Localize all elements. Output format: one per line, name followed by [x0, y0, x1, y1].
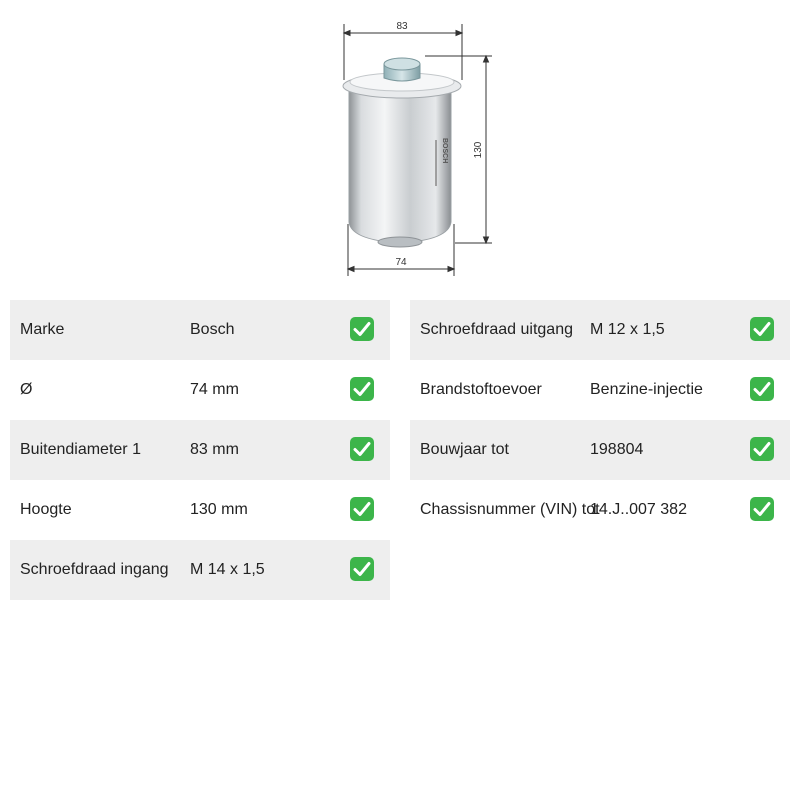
check-icon	[350, 497, 374, 521]
check-icon	[350, 557, 374, 581]
fuel-filter-drawing	[330, 10, 510, 280]
spec-label: Brandstoftoevoer	[420, 381, 542, 398]
spec-row-thread-outlet	[410, 300, 790, 360]
spec-row-fuel-supply	[410, 360, 790, 420]
spec-value: Bosch	[190, 321, 235, 338]
dimension-side-label: 130	[473, 141, 484, 159]
spec-value: 130 mm	[190, 501, 248, 518]
spec-row-outer-diameter	[10, 420, 390, 480]
spec-label: Hoogte	[20, 501, 72, 518]
check-icon	[750, 377, 774, 401]
brand-mark: BOSCH	[441, 138, 448, 164]
dimension-top-label: 83	[396, 21, 408, 32]
spec-value: M 12 x 1,5	[590, 321, 665, 338]
check-icon	[350, 317, 374, 341]
spec-label: Marke	[20, 321, 65, 338]
spec-label: Chassisnummer (VIN) tot	[420, 501, 600, 518]
spec-value: 198804	[590, 441, 644, 458]
spec-label: Buitendiameter 1	[20, 441, 141, 458]
spec-value: 14.J..007 382	[590, 501, 687, 518]
spec-value: 74 mm	[190, 381, 239, 398]
spec-row-year-to	[410, 420, 790, 480]
check-icon	[750, 437, 774, 461]
spec-row-marke	[10, 300, 390, 360]
check-icon	[350, 377, 374, 401]
spec-row-diameter	[10, 360, 390, 420]
spec-value: M 14 x 1,5	[190, 561, 265, 578]
spec-value: Benzine-injectie	[590, 381, 703, 398]
spec-table-left	[10, 300, 390, 600]
spec-row-vin-to	[410, 480, 790, 540]
check-icon	[350, 437, 374, 461]
dimension-bottom-label: 74	[395, 257, 407, 268]
spec-label: Schroefdraad uitgang	[420, 321, 573, 338]
spec-label: Bouwjaar tot	[420, 441, 509, 458]
spec-table-right	[410, 300, 790, 540]
spec-value: 83 mm	[190, 441, 239, 458]
spec-row-height	[10, 480, 390, 540]
check-icon	[750, 317, 774, 341]
spec-label: Schroefdraad ingang	[20, 561, 169, 578]
check-icon	[750, 497, 774, 521]
spec-row-thread-inlet	[10, 540, 390, 600]
spec-label: Ø	[20, 381, 33, 398]
